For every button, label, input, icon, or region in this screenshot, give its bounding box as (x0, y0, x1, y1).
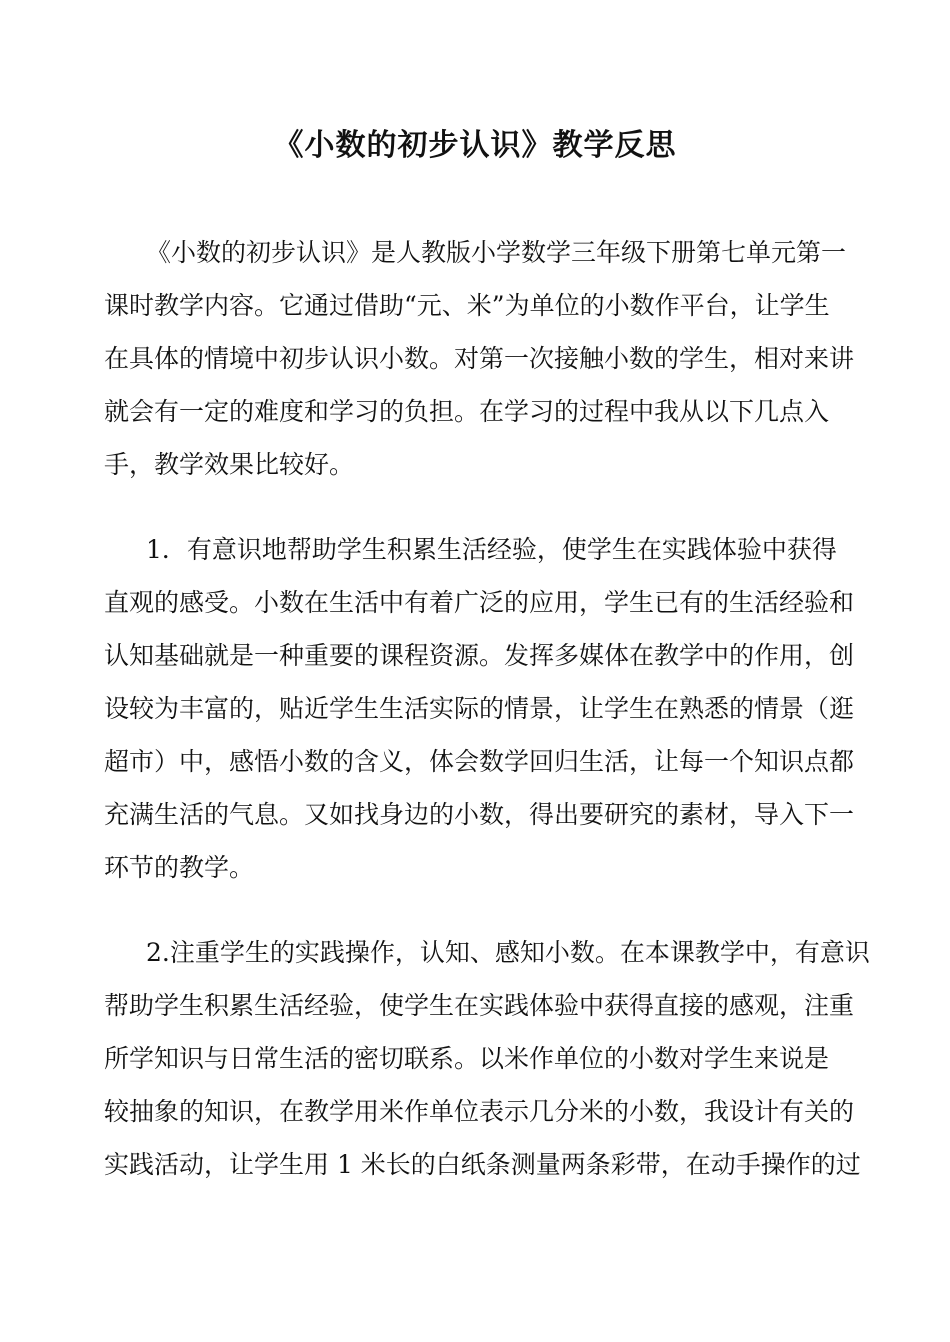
paragraph-line: 所学知识与日常生活的密切联系。以米作单位的小数对学生来说是 (104, 1044, 830, 1073)
paragraph-line: 就会有一定的难度和学习的负担。在学习的过程中我从以下几点入 (104, 397, 830, 426)
document-title: 《小数的初步认识》教学反思 (273, 128, 677, 163)
paragraph-line: 2.注重学生的实践操作，认知、感知小数。在本课教学中，有意识 (146, 938, 870, 967)
paragraph-line: 直观的感受。小数在生活中有着广泛的应用，学生已有的生活经验和 (104, 588, 855, 617)
paragraph-intro (104, 226, 854, 491)
paragraph-line: 设较为丰富的，贴近学生生活实际的情景，让学生在熟悉的情景（逛 (104, 694, 855, 723)
paragraph-point-2 (104, 926, 870, 1191)
paragraph-line: 实践活动，让学生用 1 米长的白纸条测量两条彩带，在动手操作的过 (104, 1150, 861, 1179)
paragraph-line: 充满生活的气息。又如找身边的小数，得出要研究的素材，导入下一 (104, 800, 855, 829)
paragraph-line: 认知基础就是一种重要的课程资源。发挥多媒体在教学中的作用，创 (104, 641, 855, 670)
paragraph-line: 超市）中，感悟小数的含义，体会数学回归生活，让每一个知识点都 (104, 747, 855, 776)
paragraph-line: 帮助学生积累生活经验，使学生在实践体验中获得直接的感观，注重 (104, 991, 855, 1020)
paragraph-line: 《小数的初步认识》是人教版小学数学三年级下册第七单元第一 (146, 238, 847, 267)
paragraph-line: 手，教学效果比较好。 (104, 450, 355, 479)
paragraph-point-1 (104, 523, 854, 894)
paragraph-line: 环节的教学。 (104, 853, 255, 882)
paragraph-line: 较抽象的知识，在教学用米作单位表示几分米的小数，我设计有关的 (104, 1097, 855, 1126)
paragraph-line: 课时教学内容。它通过借助“元、米”为单位的小数作平台，让学生 (104, 291, 830, 320)
paragraph-line: 1．有意识地帮助学生积累生活经验，使学生在实践体验中获得 (146, 535, 837, 564)
paragraph-line: 在具体的情境中初步认识小数。对第一次接触小数的学生，相对来讲 (104, 344, 855, 373)
